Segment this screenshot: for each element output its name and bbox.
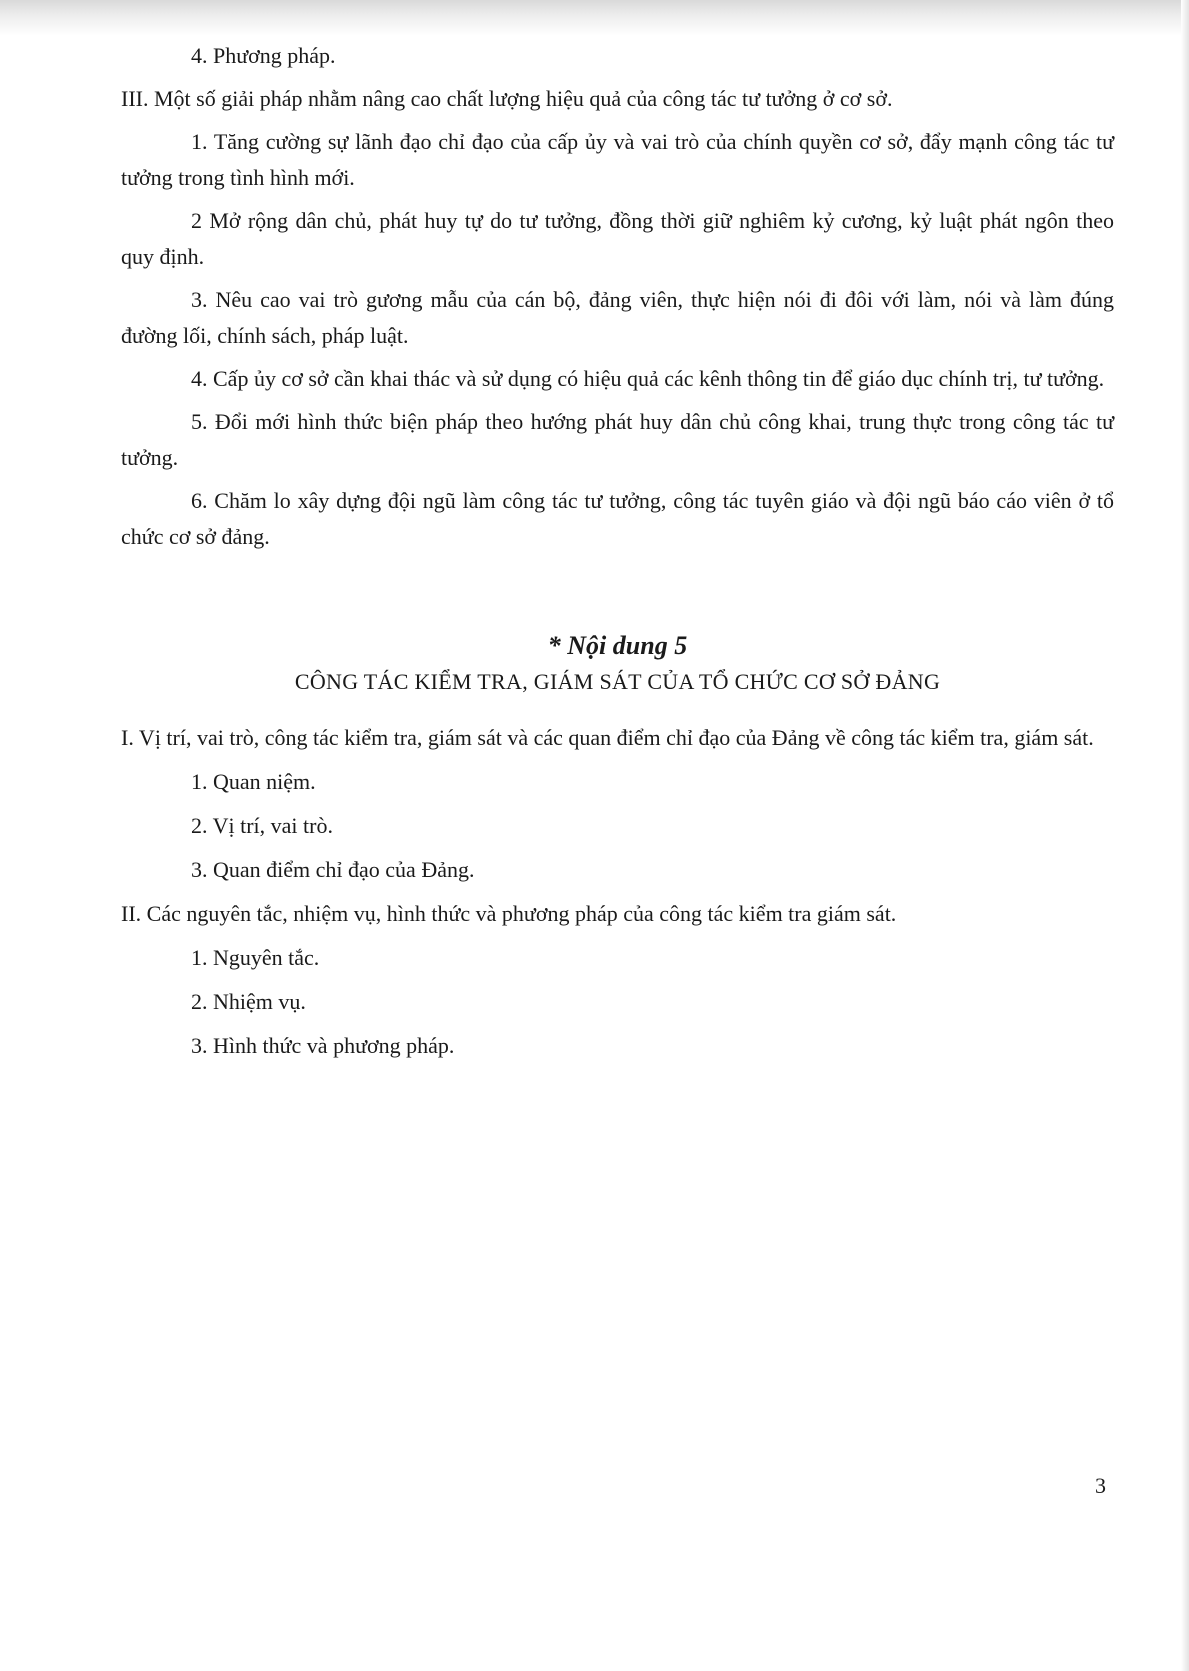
paragraph-solution-2: 2 Mở rộng dân chủ, phát huy tự do tư tưởng, đồng thời giữ nghiêm kỷ cương, kỷ luật phát ngôn theo quy định. [121, 208, 1114, 269]
list-item-phuong-phap: 4. Phương pháp. [191, 43, 336, 68]
page-number: 3 [1095, 1473, 1106, 1498]
scan-shadow-right [1181, 0, 1189, 1671]
section-heading: * Nội dung 5 [547, 631, 688, 660]
section-header [121, 628, 1114, 700]
heading-part-i: I. Vị trí, vai trò, công tác kiểm tra, giám sát và các quan điểm chỉ đạo của Đảng về công tác kiểm tra, giám sát. [121, 725, 1094, 750]
paragraph-solution-3: 3. Nêu cao vai trò gương mẫu của cán bộ, đảng viên, thực hiện nói đi đôi với làm, nói và làm đúng đường lối, chính sách, pháp luật. [121, 287, 1114, 348]
list-item-nguyen-tac: 1. Nguyên tắc. [191, 945, 320, 970]
paragraph-solution-4: 4. Cấp ủy cơ sở cần khai thác và sử dụng có hiệu quả các kênh thông tin để giáo dục chính trị, tư tưởng. [191, 366, 1105, 391]
paragraph-solution-5: 5. Đổi mới hình thức biện pháp theo hướng phát huy dân chủ công khai, trung thực trong công tác tư tưởng. [121, 409, 1114, 470]
section-title: CÔNG TÁC KIỂM TRA, GIÁM SÁT CỦA TỔ CHỨC CƠ SỞ ĐẢNG [294, 669, 941, 694]
paragraph-solution-1: 1. Tăng cường sự lãnh đạo chỉ đạo của cấp ủy và vai trò của chính quyền cơ sở, đẩy mạnh công tác tư tưởng trong tình hình mới. [121, 129, 1114, 190]
list-item-hinh-thuc: 3. Hình thức và phương pháp. [191, 1033, 455, 1058]
list-item-nhiem-vu: 2. Nhiệm vụ. [191, 989, 306, 1014]
list-item-quan-niem: 1. Quan niệm. [191, 769, 316, 794]
list-item-vi-tri: 2. Vị trí, vai trò. [191, 813, 333, 838]
heading-part-ii: II. Các nguyên tắc, nhiệm vụ, hình thức và phương pháp của công tác kiểm tra giám sát. [121, 901, 897, 926]
scan-shadow-top [0, 0, 1189, 36]
paragraph-solution-6: 6. Chăm lo xây dựng đội ngũ làm công tác tư tưởng, công tác tuyên giáo và đội ngũ báo cáo viên ở tổ chức cơ sở đảng. [121, 488, 1114, 549]
heading-part-iii: III. Một số giải pháp nhằm nâng cao chất lượng hiệu quả của công tác tư tưởng ở cơ sở. [121, 86, 893, 111]
list-item-quan-diem: 3. Quan điểm chỉ đạo của Đảng. [191, 857, 475, 882]
lower-text-block [121, 720, 1114, 1064]
upper-text-block [121, 38, 1114, 555]
